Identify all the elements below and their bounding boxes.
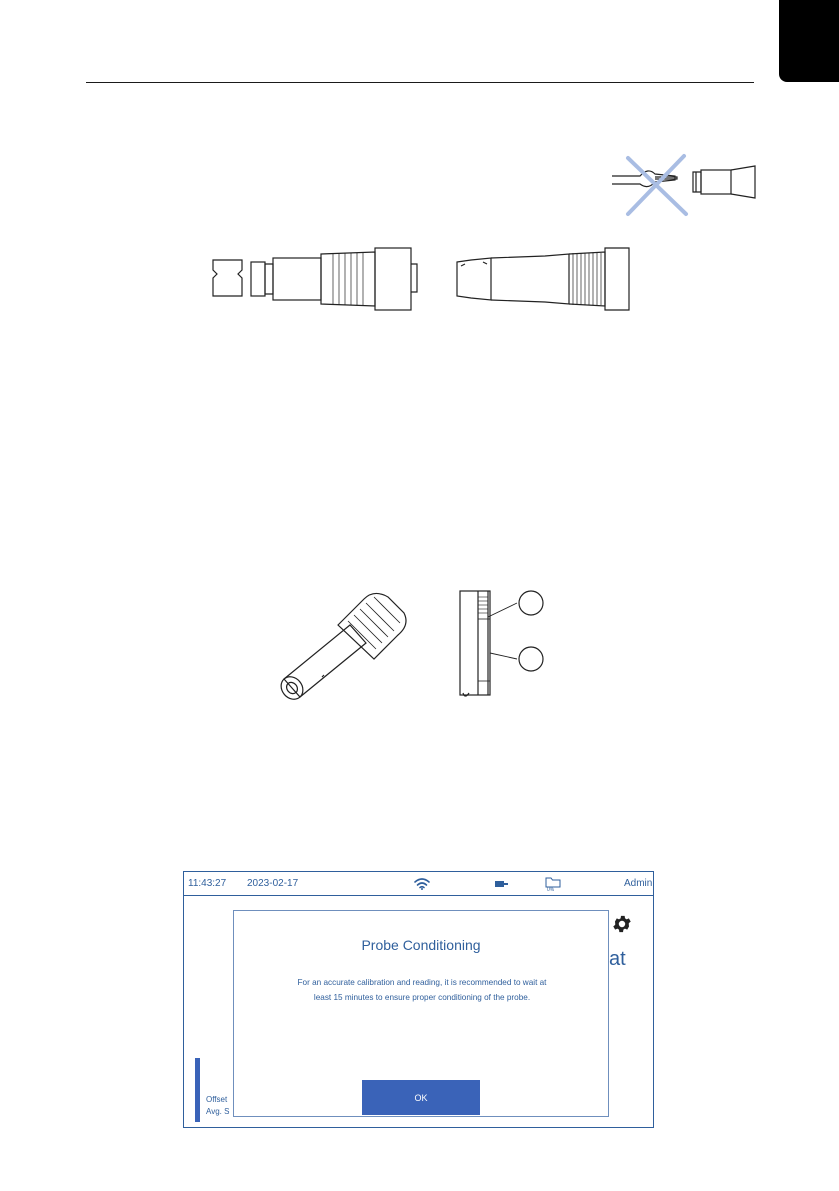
probe-head: [605, 248, 629, 310]
status-user: Admin: [624, 878, 653, 889]
device-screen: [183, 871, 654, 1128]
background-avg-label: Avg. S: [206, 1107, 230, 1116]
connector-ring: [251, 262, 265, 296]
connector-plug-body: [701, 170, 731, 194]
callout-line-1: [488, 603, 517, 617]
page-tab-marker: [779, 0, 839, 82]
callout-line-2: [490, 653, 517, 659]
probe-section-figure: [455, 585, 555, 707]
connector-sleeve: [273, 258, 321, 300]
background-offset-label: Offset: [206, 1095, 228, 1104]
probe-connectors-figure: [205, 244, 645, 316]
ok-button[interactable]: OK: [362, 1080, 480, 1115]
dialog-title: Probe Conditioning: [361, 937, 481, 953]
probe-cap-figure: [278, 585, 418, 707]
cross-out-mark: [628, 156, 686, 214]
incorrect-connector-figure: [600, 150, 760, 220]
status-time: 11:43:27: [188, 878, 227, 889]
background-level-bar: [195, 1058, 200, 1122]
probe-body: [491, 254, 569, 304]
callout-circle-2: [519, 647, 543, 671]
wifi-icon: [414, 877, 430, 890]
dialog-message-line-2: least 15 minutes to ensure proper conditioning of the probe.: [313, 993, 531, 1002]
connector-thread: [321, 252, 375, 306]
connector-plug-grip: [693, 172, 701, 192]
gear-icon[interactable]: [611, 913, 633, 935]
background-title-fragment: at: [609, 948, 626, 970]
status-date: 2023-02-17: [247, 878, 299, 889]
dialog-message: [262, 975, 582, 1005]
callout-circle-1: [519, 591, 543, 615]
section-body: [460, 591, 490, 695]
usb-icon: [495, 881, 509, 887]
connector-nut: [375, 248, 411, 310]
probe-thread: [569, 252, 605, 306]
storage-percent: 0%: [547, 887, 555, 893]
status-bar: [184, 872, 653, 896]
header-rule: [86, 82, 754, 83]
connector-plug-flare: [731, 166, 755, 198]
probe-tip: [457, 258, 491, 300]
connector-cap: [213, 260, 242, 296]
probe-conditioning-dialog: [233, 910, 609, 1117]
dialog-message-line-1: For an accurate calibration and reading, it is recommended to wait at: [297, 978, 547, 987]
